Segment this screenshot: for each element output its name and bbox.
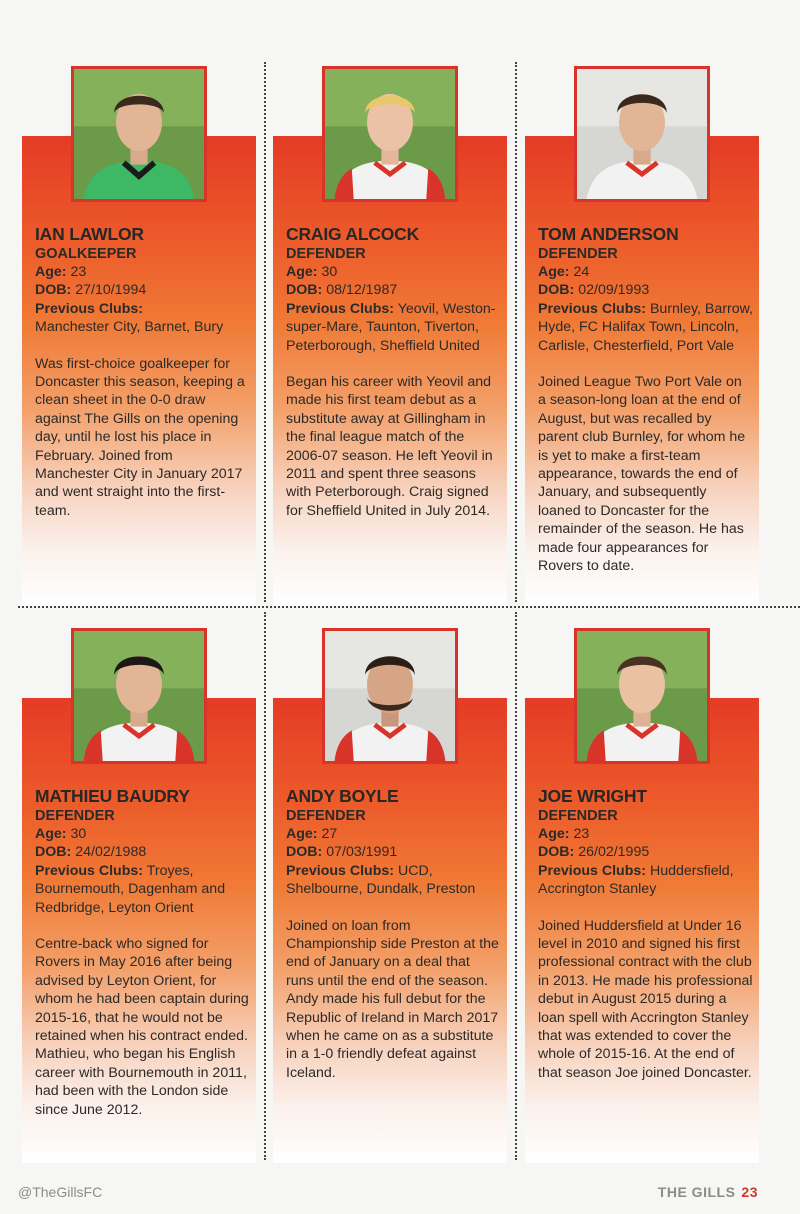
dob-value: 26/02/1995: [578, 844, 650, 861]
player-card: [273, 698, 507, 1163]
column-divider: [264, 612, 266, 1160]
player-photo: [574, 628, 710, 764]
player-position: DEFENDER: [538, 808, 618, 824]
column-divider: [264, 62, 266, 602]
player-name: TOM ANDERSON: [538, 224, 679, 244]
previous-clubs-label: Previous Clubs:: [35, 862, 144, 879]
column-divider: [515, 62, 517, 602]
age-value: 23: [70, 264, 87, 280]
player-photo: [322, 66, 458, 202]
player-card: [525, 698, 759, 1163]
dob-label: DOB:: [538, 282, 575, 299]
age-value: 23: [573, 826, 590, 842]
player-name: IAN LAWLOR: [35, 224, 144, 244]
previous-clubs-label: Previous Clubs:: [286, 862, 395, 879]
previous-clubs-value: Manchester City, Barnet, Bury: [35, 319, 224, 336]
age-label: Age:: [35, 264, 67, 280]
player-bio: Centre-back who signed for Rovers in May 2016 after being advised by Leyton Orient, for whom he had been captain during 2015-16, that he would not be retained when his contract ended. Mathieu, who began his English career with Bournemouth in 2011, had been with the London side since June 2012.: [35, 936, 249, 1118]
column-divider: [515, 612, 517, 1160]
row-divider: [18, 606, 800, 608]
player-card: [22, 136, 256, 606]
dob-value: 02/09/1993: [578, 282, 650, 299]
player-name: CRAIG ALCOCK: [286, 224, 420, 244]
player-position: GOALKEEPER: [35, 246, 137, 262]
player-position: DEFENDER: [286, 808, 366, 824]
age-value: 24: [573, 264, 590, 280]
player-photo: [71, 66, 207, 202]
previous-clubs-label: Previous Clubs:: [538, 300, 647, 317]
player-card: [273, 136, 507, 606]
previous-clubs-label: Previous Clubs:: [286, 300, 395, 317]
publication-name: THE GILLS: [657, 1184, 736, 1200]
previous-clubs-value: Yeovil, Weston-super-Mare, Taunton, Tiverton, Peterborough, Sheffield United: [286, 300, 496, 354]
dob-value: 24/02/1988: [75, 844, 147, 861]
dob-value: 27/10/1994: [75, 282, 147, 299]
previous-clubs-value: Troyes, Bournemouth, Dagenham and Redbridge, Leyton Orient: [35, 862, 226, 916]
player-bio: Was first-choice goalkeeper for Doncaster this season, keeping a clean sheet in the 0-0 draw against The Gills on the opening day, until he lost his place in February. Joined from Manchester City in January 2017 and went straight into the first-team.: [35, 355, 245, 519]
dob-label: DOB:: [35, 282, 72, 299]
page-footer: [658, 1184, 758, 1200]
player-photo: [71, 628, 207, 764]
age-label: Age:: [286, 826, 318, 842]
player-bio: Joined Huddersfield at Under 16 level in 2010 and signed his first professional contract with the club in 2013. He made his professional debut in August 2015 during a loan spell with Accrington Stanley that was extended to cover the whole of 2015-16. At the end of that season Joe joined Doncaster.: [538, 917, 753, 1081]
player-position: DEFENDER: [286, 246, 366, 262]
dob-label: DOB:: [286, 282, 323, 299]
player-bio: Began his career with Yeovil and made his first team debut as a substitute away at Gillingham in the final league match of the 2006-07 season. He left Yeovil in 2011 and spent three seasons with Peterborough. Craig signed for Sheffield United in July 2014.: [286, 374, 493, 519]
dob-value: 07/03/1991: [326, 844, 398, 861]
previous-clubs-value: Burnley, Barrow, Hyde, FC Halifax Town, Lincoln, Carlisle, Chesterfield, Port Vale: [538, 300, 753, 354]
twitter-handle: @TheGillsFC: [18, 1184, 103, 1200]
age-value: 30: [70, 826, 87, 842]
dob-label: DOB:: [35, 844, 72, 861]
player-photo: [574, 66, 710, 202]
age-label: Age:: [35, 826, 67, 842]
player-name: ANDY BOYLE: [286, 786, 399, 806]
page-number: 23: [741, 1184, 758, 1200]
player-bio: Joined on loan from Championship side Preston at the end of January on a deal that runs until the end of the season. Andy made his full debut for the Republic of Ireland in March 2017 when he came on as a substitute in a 1-0 friendly defeat against Iceland.: [286, 917, 499, 1081]
age-value: 30: [321, 264, 338, 280]
player-card: [22, 698, 256, 1163]
previous-clubs-label: Previous Clubs:: [538, 862, 647, 879]
age-label: Age:: [286, 264, 318, 280]
age-label: Age:: [538, 826, 570, 842]
dob-label: DOB:: [538, 844, 575, 861]
dob-label: DOB:: [286, 844, 323, 861]
previous-clubs-value: UCD, Shelbourne, Dundalk, Preston: [286, 862, 476, 898]
previous-clubs-label: Previous Clubs:: [35, 300, 144, 317]
dob-value: 08/12/1987: [326, 282, 398, 299]
previous-clubs-value: Huddersfield, Accrington Stanley: [538, 862, 734, 898]
player-position: DEFENDER: [538, 246, 618, 262]
player-photo: [322, 628, 458, 764]
age-value: 27: [321, 826, 338, 842]
player-bio: Joined League Two Port Vale on a season-long loan at the end of August, but was recalled by parent club Burnley, for whom he is yet to make a first-team appearance, towards the end of January, and subsequently loaned to Doncaster for the remainder of the season. He has made four appearances for Rovers to date.: [538, 374, 746, 575]
player-name: JOE WRIGHT: [538, 786, 647, 806]
age-label: Age:: [538, 264, 570, 280]
player-position: DEFENDER: [35, 808, 115, 824]
player-name: MATHIEU BAUDRY: [35, 786, 190, 806]
player-card: [525, 136, 759, 606]
